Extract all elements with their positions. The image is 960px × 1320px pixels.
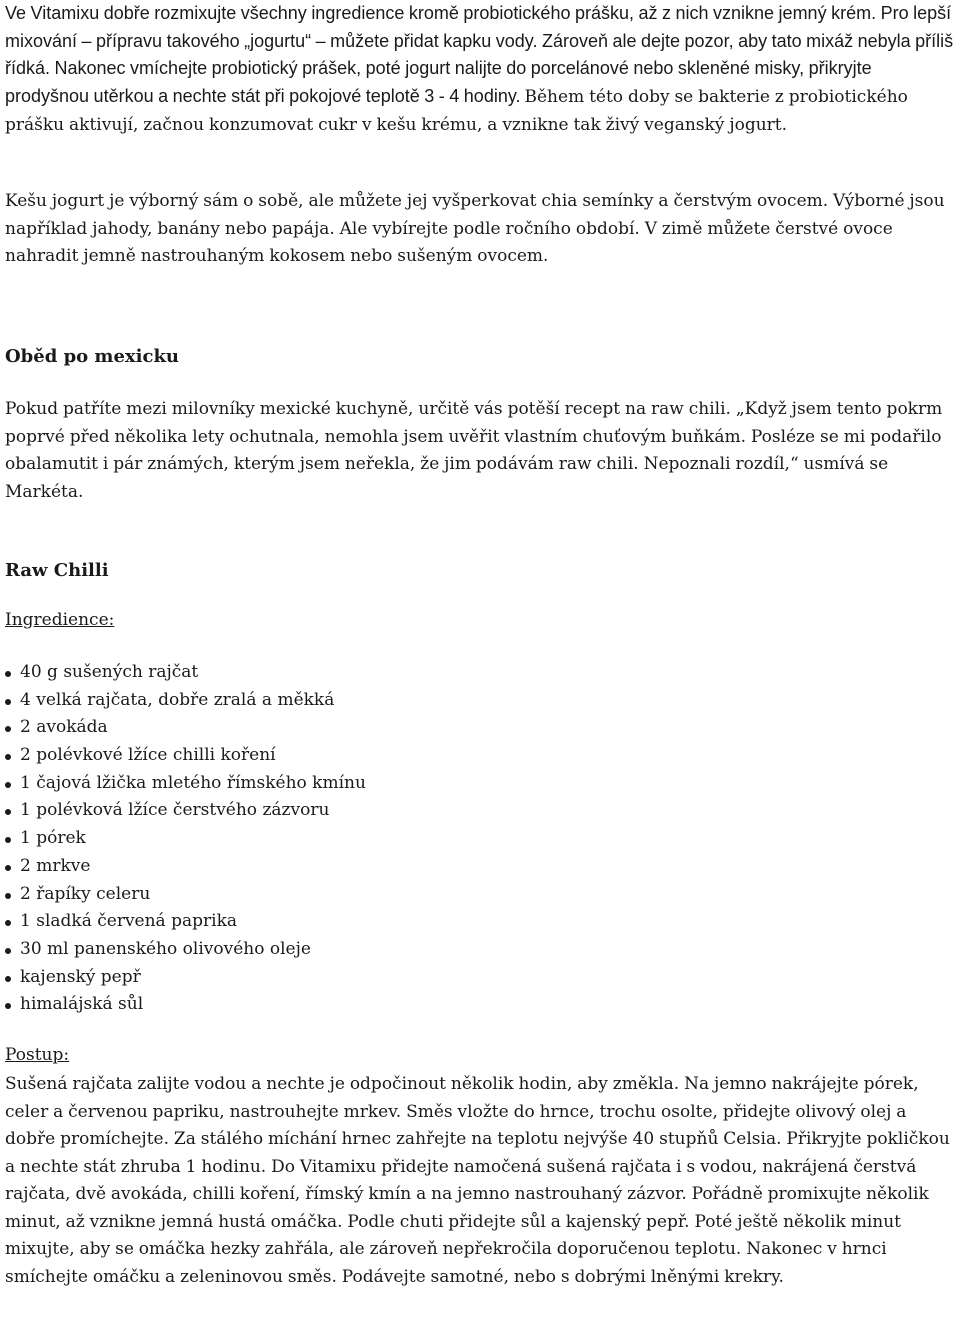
- bullet-icon: [5, 699, 11, 705]
- bullet-icon: [5, 726, 11, 732]
- yogurt-paragraph-2: Kešu jogurt je výborný sám o sobě, ale můžete jej vyšperkovat chia semínky a čerstvým ovocem. Výborné jsou například jahody, banány nebo papája. Ale vybírejte podle ročního období. V zimě můžete čerstvé ovoce nahradit jemně nastrouhaným kokosem nebo sušeným ovocem.: [5, 191, 945, 266]
- list-item: [5, 687, 366, 715]
- bullet-icon: [5, 754, 11, 760]
- ingredient-text: 30 ml panenského olivového oleje: [20, 938, 311, 959]
- bullet-icon: [5, 865, 11, 871]
- bullet-icon: [5, 837, 11, 843]
- ingredient-text: himalájská sůl: [20, 994, 144, 1015]
- ingredient-text: 1 čajová lžička mletého římského kmínu: [20, 772, 366, 793]
- list-item: [5, 936, 366, 964]
- list-item: [5, 714, 366, 742]
- list-item: [5, 881, 366, 909]
- ingredient-text: 1 polévková lžíce čerstvého zázvoru: [20, 800, 330, 821]
- obed-paragraph: Pokud patříte mezi milovníky mexické kuchyně, určitě vás potěší recept na raw chili. „Když jsem tento pokrm poprvé před několika lety ochutnala, nemohla jsem uvěřit vlastním chuťovým buňkám. Posléze se mi podařilo obalamutit i pár známých, kterým jsem neřekla, že jim podávám raw chili. Nepoznali rozdíl,“ usmívá se Markéta.: [5, 399, 943, 502]
- ingredients-label: Ingredience:: [5, 610, 115, 630]
- bullet-icon: [5, 1003, 11, 1009]
- yogurt-paragraph-1-sans: Ve Vitamixu dobře rozmixujte všechny ingredience kromě probiotického prášku, až z nich vznikne jemný krém. Pro lepší mixování – přípravu takového „jogurtu“ – můžete přidat kapku vody. Zároveň ale dejte pozor, aby tato mixáž nebyla příliš řídká. Nakonec vmíchejte probiotický prášek, poté jogurt nalijte do porcelánové nebo skleněné misky, přikryjte prodyšnou utěrkou a nechte stát při pokojové teplotě 3 - 4 hodiny.: [5, 3, 954, 106]
- ingredients-list: [5, 659, 366, 1019]
- ingredient-text: 40 g sušených rajčat: [20, 662, 199, 682]
- list-item: [5, 825, 366, 853]
- list-item: [5, 797, 366, 825]
- list-item: [5, 770, 366, 798]
- ingredient-text: 4 velká rajčata, dobře zralá a měkká: [20, 689, 335, 710]
- bullet-icon: [5, 893, 11, 899]
- list-item: [5, 908, 366, 936]
- bullet-icon: [5, 809, 11, 815]
- method-paragraph: Sušená rajčata zalijte vodou a nechte je odpočinout několik hodin, aby změkla. Na jemno nakrájejte pórek, celer a červenou papriku, nastrouhejte mrkev. Směs vložte do hrnce, trochu osolte, přidejte olivový olej a dobře promíchejte. Za stálého míchání hrnec zahřejte na teplotu nejvýše 40 stupňů Celsia. Přikryjte pokličkou a nechte stát zhruba 1 hodinu. Do Vitamixu přidejte namočená sušená rajčata i s vodou, nakrájená čerstvá rajčata, dvě avokáda, chilli koření, římský kmín a na jemno nastrouhaný zázvor. Pořádně promixujte několik minut, až vznikne jemná hustá omáčka. Podle chuti přidejte sůl a kajenský pepř. Poté ještě několik minut mixujte, aby se omáčka hezky zahřála, ale zároveň nepřekročila doporučenou teplotu. Nakonec v hrnci smíchejte omáčku a zeleninovou směs. Podávejte samotné, nebo s dobrými lněnými krekry.: [5, 1074, 950, 1287]
- bullet-icon: [5, 976, 11, 982]
- bullet-icon: [5, 671, 11, 677]
- method-label: Postup:: [5, 1045, 70, 1065]
- bullet-icon: [5, 948, 11, 954]
- bullet-icon: [5, 920, 11, 926]
- ingredient-text: kajenský pepř: [20, 966, 141, 987]
- list-item: [5, 659, 366, 687]
- list-item: [5, 991, 366, 1019]
- ingredient-text: 2 řapíky celeru: [20, 883, 151, 904]
- ingredient-text: 2 polévkové lžíce chilli koření: [20, 745, 276, 766]
- section-heading-obed: Oběd po mexicku: [5, 346, 180, 367]
- ingredient-text: 2 mrkve: [20, 855, 91, 876]
- list-item: [5, 742, 366, 770]
- recipe-title: Raw Chilli: [5, 560, 109, 581]
- bullet-icon: [5, 782, 11, 788]
- list-item: [5, 853, 366, 881]
- yogurt-paragraph-1-serif: Během této doby se bakterie z probiotického prášku aktivují, začnou konzumovat cukr v kešu krému, a vznikne tak živý veganský jogurt.: [5, 86, 908, 135]
- yogurt-paragraph-1: [5, 0, 960, 140]
- list-item: [5, 964, 366, 992]
- ingredient-text: 1 pórek: [20, 828, 86, 849]
- ingredient-text: 1 sladká červená paprika: [20, 911, 237, 932]
- ingredient-text: 2 avokáda: [20, 717, 108, 738]
